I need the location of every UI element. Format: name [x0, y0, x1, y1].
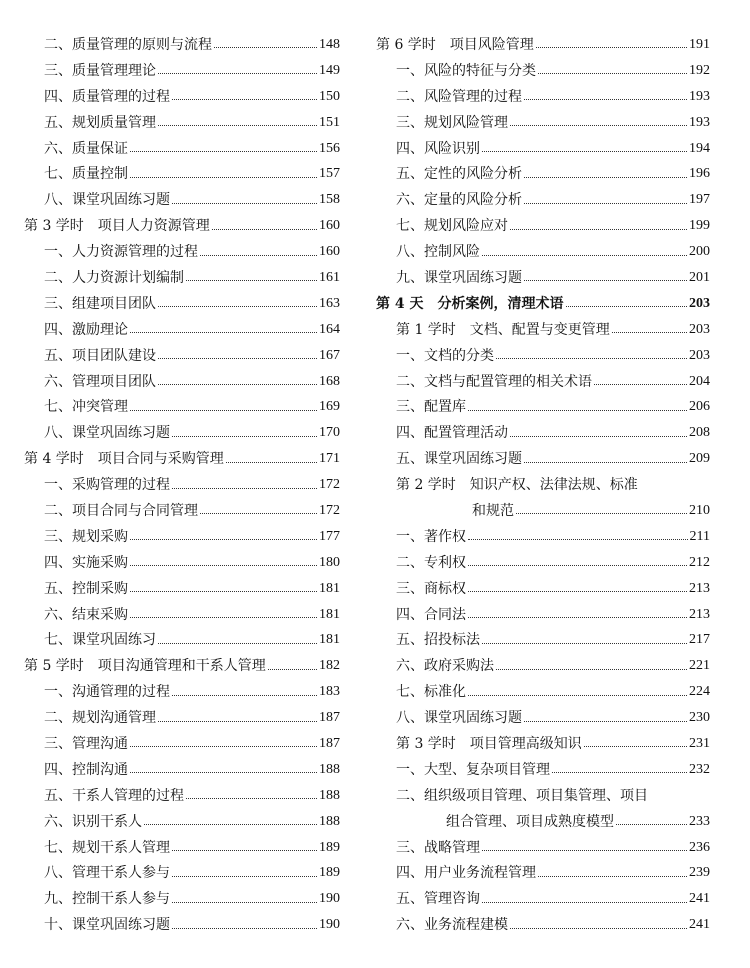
toc-entry-label: 九、课堂巩固练习题 — [396, 269, 522, 286]
toc-page-number: 232 — [689, 761, 710, 777]
toc-leader-dots — [130, 565, 317, 566]
toc-entry-label: 八、课堂巩固练习题 — [44, 192, 170, 209]
toc-page-number: 177 — [319, 528, 340, 544]
toc-entry-label: 三、组建项目团队 — [44, 295, 156, 312]
toc-page-number: 241 — [689, 917, 710, 933]
toc-entry-label: 一、沟通管理的过程 — [44, 684, 170, 701]
toc-leader-dots — [566, 306, 688, 307]
toc-entry-label: 五、控制采购 — [44, 580, 128, 597]
toc-entry-label: 组合管理、项目成熟度模型 — [446, 813, 614, 830]
toc-subsection-entry[interactable] — [24, 861, 340, 887]
toc-page-number: 203 — [689, 295, 710, 311]
toc-entry-label: 二、项目合同与合同管理 — [44, 502, 198, 519]
toc-entry-label: 六、识别干系人 — [44, 813, 142, 830]
toc-leader-dots — [130, 539, 317, 540]
toc-page-number: 201 — [689, 269, 710, 285]
toc-entry-label: 二、人力资源计划编制 — [44, 269, 184, 286]
toc-subsection-entry[interactable] — [376, 213, 710, 239]
toc-subsection-entry[interactable] — [376, 420, 710, 446]
toc-subsection-entry[interactable] — [376, 161, 710, 187]
toc-subsection-entry[interactable] — [24, 161, 340, 187]
toc-entry-label: 五、课堂巩固练习题 — [396, 451, 522, 468]
toc-page-number: 180 — [319, 554, 340, 570]
toc-subsection-entry[interactable] — [24, 187, 340, 213]
toc-page-number: 160 — [319, 218, 340, 234]
toc-leader-dots — [496, 358, 687, 359]
toc-subsection-entry[interactable] — [376, 369, 710, 395]
toc-page-number: 164 — [319, 321, 340, 337]
toc-leader-dots — [510, 125, 687, 126]
toc-leader-dots — [158, 384, 317, 385]
toc-leader-dots — [158, 721, 317, 722]
toc-entry-label: 八、管理干系人参与 — [44, 865, 170, 882]
toc-leader-dots — [482, 643, 687, 644]
toc-page-number: 188 — [319, 813, 340, 829]
toc-subsection-entry[interactable] — [24, 343, 340, 369]
toc-entry-label: 第 3 学时 项目人力资源管理 — [24, 218, 210, 235]
toc-leader-dots — [144, 824, 317, 825]
toc-subsection-entry[interactable] — [24, 394, 340, 420]
toc-subsection-entry[interactable] — [376, 84, 710, 110]
toc-leader-dots — [268, 669, 317, 670]
toc-page-number: 239 — [689, 865, 710, 881]
toc-page-number: 233 — [689, 813, 710, 829]
toc-leader-dots — [212, 229, 317, 230]
toc-page-number: 167 — [319, 347, 340, 363]
toc-page-number: 190 — [319, 891, 340, 907]
toc-entry-label: 七、质量控制 — [44, 166, 128, 183]
toc-leader-dots — [130, 151, 317, 152]
toc-subsection-entry[interactable] — [376, 705, 710, 731]
toc-subsection-entry[interactable] — [376, 110, 710, 136]
toc-entry-label: 九、控制干系人参与 — [44, 891, 170, 908]
toc-subsection-entry[interactable] — [376, 446, 710, 472]
toc-page-number: 206 — [689, 399, 710, 415]
toc-subsection-entry[interactable] — [24, 705, 340, 731]
toc-leader-dots — [158, 125, 317, 126]
toc-entry-label: 三、质量管理理论 — [44, 62, 156, 79]
toc-subsection-entry[interactable] — [24, 835, 340, 861]
toc-leader-dots — [524, 721, 687, 722]
toc-leader-dots — [214, 47, 317, 48]
toc-leader-dots — [524, 280, 687, 281]
toc-page-number: 172 — [319, 502, 340, 518]
toc-subsection-entry[interactable] — [24, 550, 340, 576]
toc-leader-dots — [482, 151, 687, 152]
toc-subsection-entry[interactable] — [376, 861, 710, 887]
toc-page-number: 181 — [319, 606, 340, 622]
toc-entry-label: 七、规划干系人管理 — [44, 839, 170, 856]
toc-page-number: 183 — [319, 684, 340, 700]
toc-subsection-entry[interactable] — [376, 653, 710, 679]
toc-entry-continuation[interactable] — [376, 809, 710, 835]
toc-page-number: 157 — [319, 166, 340, 182]
toc-subsection-entry[interactable] — [24, 84, 340, 110]
toc-entry-label: 六、管理项目团队 — [44, 373, 156, 390]
toc-entry-label: 二、风险管理的过程 — [396, 88, 522, 105]
toc-subsection-entry[interactable] — [376, 783, 710, 809]
toc-page-number: 217 — [689, 632, 710, 648]
toc-leader-dots — [468, 695, 687, 696]
toc-entry-label: 四、质量管理的过程 — [44, 88, 170, 105]
toc-entry-label: 二、质量管理的原则与流程 — [44, 36, 212, 53]
toc-page-number: 196 — [689, 166, 710, 182]
toc-leader-dots — [130, 591, 317, 592]
toc-entry-label: 和规范 — [472, 502, 514, 519]
toc-entry-label: 二、专利权 — [396, 554, 466, 571]
toc-left-column — [24, 32, 340, 938]
toc-leader-dots — [172, 436, 317, 437]
toc-page-number: 189 — [319, 865, 340, 881]
toc-entry-label: 六、业务流程建模 — [396, 917, 508, 934]
toc-entry-label: 四、激励理论 — [44, 321, 128, 338]
toc-leader-dots — [158, 306, 317, 307]
toc-subsection-entry[interactable] — [376, 576, 710, 602]
toc-page-number: 172 — [319, 477, 340, 493]
toc-leader-dots — [172, 488, 317, 489]
toc-entry-label: 第 5 学时 项目沟通管理和干系人管理 — [24, 658, 266, 675]
toc-subsection-entry[interactable] — [24, 731, 340, 757]
toc-leader-dots — [552, 772, 687, 773]
toc-leader-dots — [158, 643, 317, 644]
toc-entry-continuation[interactable] — [376, 498, 710, 524]
toc-leader-dots — [172, 850, 317, 851]
toc-page-number: 193 — [689, 114, 710, 130]
toc-page-number: 212 — [689, 554, 710, 570]
toc-leader-dots — [496, 669, 687, 670]
toc-page-number: 193 — [689, 88, 710, 104]
toc-leader-dots — [524, 177, 687, 178]
toc-entry-label: 第 4 学时 项目合同与采购管理 — [24, 451, 224, 468]
toc-leader-dots — [612, 332, 687, 333]
toc-page-number: 221 — [689, 658, 710, 674]
toc-section-entry[interactable] — [376, 731, 710, 757]
toc-leader-dots — [130, 617, 317, 618]
toc-subsection-entry[interactable] — [24, 291, 340, 317]
toc-entry-label: 十、课堂巩固练习题 — [44, 917, 170, 934]
toc-day-entry[interactable] — [376, 291, 710, 317]
toc-page-number: 224 — [689, 684, 710, 700]
toc-entry-label: 五、定性的风险分析 — [396, 166, 522, 183]
toc-entry-label: 二、文档与配置管理的相关术语 — [396, 373, 592, 390]
toc-entry-label: 八、控制风险 — [396, 244, 480, 261]
toc-subsection-entry[interactable] — [24, 524, 340, 550]
toc-leader-dots — [172, 695, 317, 696]
toc-entry-label: 第 1 学时 文档、配置与变更管理 — [396, 321, 610, 338]
toc-entry-label: 八、课堂巩固练习题 — [44, 425, 170, 442]
toc-page-number: 187 — [319, 710, 340, 726]
toc-entry-label: 六、质量保证 — [44, 140, 128, 157]
toc-leader-dots — [584, 746, 687, 747]
toc-subsection-entry[interactable] — [24, 239, 340, 265]
toc-page-number: 168 — [319, 373, 340, 389]
toc-entry-label: 五、招投标法 — [396, 632, 480, 649]
toc-leader-dots — [130, 772, 317, 773]
toc-subsection-entry[interactable] — [376, 58, 710, 84]
toc-page-number: 156 — [319, 140, 340, 156]
toc-entry-label: 二、规划沟通管理 — [44, 710, 156, 727]
toc-leader-dots — [468, 591, 687, 592]
toc-entry-label: 四、实施采购 — [44, 554, 128, 571]
toc-subsection-entry[interactable] — [24, 576, 340, 602]
toc-subsection-entry[interactable] — [24, 32, 340, 58]
toc-entry-label: 一、风险的特征与分类 — [396, 62, 536, 79]
toc-subsection-entry[interactable] — [24, 886, 340, 912]
toc-subsection-entry[interactable] — [376, 239, 710, 265]
toc-entry-label: 第 4 天 分析案例，清理术语 — [376, 295, 564, 312]
toc-subsection-entry[interactable] — [376, 265, 710, 291]
toc-leader-dots — [516, 513, 687, 514]
toc-page-number: 203 — [689, 321, 710, 337]
toc-page-number: 189 — [319, 839, 340, 855]
toc-subsection-entry[interactable] — [376, 627, 710, 653]
toc-entry-label: 三、配置库 — [396, 399, 466, 416]
toc-entry-label: 四、控制沟通 — [44, 761, 128, 778]
toc-subsection-entry[interactable] — [24, 679, 340, 705]
toc-entry-label: 七、规划风险应对 — [396, 218, 508, 235]
toc-page-number: 171 — [319, 451, 340, 467]
toc-leader-dots — [130, 410, 317, 411]
toc-subsection-entry[interactable] — [24, 136, 340, 162]
toc-page-number: 150 — [319, 88, 340, 104]
toc-page-number: 188 — [319, 787, 340, 803]
toc-entry-label: 第 2 学时 知识产权、法律法规、标准 — [396, 477, 638, 494]
toc-subsection-entry[interactable] — [24, 110, 340, 136]
toc-page-number: 192 — [689, 62, 710, 78]
toc-subsection-entry[interactable] — [376, 343, 710, 369]
toc-leader-dots — [158, 73, 317, 74]
toc-leader-dots — [186, 798, 317, 799]
toc-page-number: 158 — [319, 192, 340, 208]
toc-page-number: 211 — [689, 528, 710, 544]
toc-leader-dots — [226, 462, 317, 463]
toc-entry-label: 三、规划采购 — [44, 528, 128, 545]
toc-entry-label: 第 3 学时 项目管理高级知识 — [396, 735, 582, 752]
toc-entry-label: 一、大型、复杂项目管理 — [396, 761, 550, 778]
toc-leader-dots — [536, 47, 687, 48]
toc-entry-label: 一、采购管理的过程 — [44, 477, 170, 494]
toc-leader-dots — [482, 850, 687, 851]
toc-leader-dots — [186, 280, 317, 281]
toc-subsection-entry[interactable] — [24, 58, 340, 84]
toc-page-number: 197 — [689, 192, 710, 208]
toc-leader-dots — [468, 617, 687, 618]
toc-page-number: 203 — [689, 347, 710, 363]
toc-entry-label: 一、文档的分类 — [396, 347, 494, 364]
toc-leader-dots — [510, 436, 687, 437]
toc-page-number: 188 — [319, 761, 340, 777]
toc-entry-label: 第 6 学时 项目风险管理 — [376, 36, 534, 53]
toc-subsection-entry[interactable] — [376, 524, 710, 550]
toc-page-number: 230 — [689, 710, 710, 726]
toc-page-number: 194 — [689, 140, 710, 156]
toc-entry-label: 三、规划风险管理 — [396, 114, 508, 131]
toc-subsection-entry[interactable] — [24, 783, 340, 809]
toc-entry-label: 八、课堂巩固练习题 — [396, 710, 522, 727]
toc-entry-label: 五、项目团队建设 — [44, 347, 156, 364]
toc-page-number: 209 — [689, 451, 710, 467]
toc-page-number: 181 — [319, 632, 340, 648]
toc-subsection-entry[interactable] — [24, 627, 340, 653]
toc-subsection-entry[interactable] — [376, 187, 710, 213]
toc-entry-label: 一、人力资源管理的过程 — [44, 244, 198, 261]
toc-page-number: 208 — [689, 425, 710, 441]
toc-subsection-entry[interactable] — [376, 394, 710, 420]
toc-page-number: 241 — [689, 891, 710, 907]
toc-leader-dots — [538, 876, 687, 877]
toc-subsection-entry[interactable] — [24, 498, 340, 524]
toc-page-number: 210 — [689, 502, 710, 518]
toc-entry-label: 一、著作权 — [396, 528, 466, 545]
toc-leader-dots — [510, 229, 687, 230]
toc-leader-dots — [482, 902, 687, 903]
toc-page-number: 170 — [319, 425, 340, 441]
toc-entry-label: 四、用户业务流程管理 — [396, 865, 536, 882]
toc-page-number: 213 — [689, 580, 710, 596]
toc-page-number: 200 — [689, 244, 710, 260]
toc-subsection-entry[interactable] — [376, 912, 710, 938]
toc-leader-dots — [172, 876, 317, 877]
toc-subsection-entry[interactable] — [376, 757, 710, 783]
toc-leader-dots — [172, 902, 317, 903]
toc-section-entry[interactable] — [24, 653, 340, 679]
toc-entry-label: 二、组织级项目管理、项目集管理、项目 — [396, 787, 648, 804]
toc-subsection-entry[interactable] — [24, 809, 340, 835]
toc-entry-label: 五、管理咨询 — [396, 891, 480, 908]
toc-subsection-entry[interactable] — [376, 835, 710, 861]
toc-leader-dots — [616, 824, 687, 825]
toc-subsection-entry[interactable] — [376, 550, 710, 576]
toc-subsection-entry[interactable] — [24, 472, 340, 498]
toc-leader-dots — [538, 73, 687, 74]
toc-subsection-entry[interactable] — [24, 420, 340, 446]
toc-entry-label: 六、结束采购 — [44, 606, 128, 623]
toc-page-number: 163 — [319, 295, 340, 311]
toc-leader-dots — [468, 410, 687, 411]
toc-subsection-entry[interactable] — [376, 136, 710, 162]
toc-entry-label: 四、合同法 — [396, 606, 466, 623]
toc-subsection-entry[interactable] — [376, 886, 710, 912]
toc-leader-dots — [468, 565, 687, 566]
toc-leader-dots — [510, 928, 687, 929]
toc-subsection-entry[interactable] — [24, 369, 340, 395]
toc-entry-label: 七、冲突管理 — [44, 399, 128, 416]
toc-section-entry[interactable] — [376, 317, 710, 343]
toc-leader-dots — [200, 255, 317, 256]
toc-entry-label: 六、定量的风险分析 — [396, 192, 522, 209]
toc-subsection-entry[interactable] — [24, 912, 340, 938]
toc-entry-label: 五、干系人管理的过程 — [44, 787, 184, 804]
toc-leader-dots — [468, 539, 688, 540]
toc-leader-dots — [594, 384, 687, 385]
toc-page-number: 204 — [689, 373, 710, 389]
toc-leader-dots — [172, 203, 317, 204]
toc-page-number: 190 — [319, 917, 340, 933]
toc-entry-label: 七、课堂巩固练习 — [44, 632, 156, 649]
toc-entry-label: 四、风险识别 — [396, 140, 480, 157]
toc-section-entry[interactable] — [376, 472, 710, 498]
toc-page-number: 151 — [319, 114, 340, 130]
toc-section-entry[interactable] — [24, 213, 340, 239]
toc-entry-label: 三、战略管理 — [396, 839, 480, 856]
toc-subsection-entry[interactable] — [376, 679, 710, 705]
toc-right-column — [376, 32, 710, 938]
toc-section-entry[interactable] — [376, 32, 710, 58]
toc-subsection-entry[interactable] — [24, 757, 340, 783]
toc-entry-label: 六、政府采购法 — [396, 658, 494, 675]
toc-leader-dots — [172, 99, 317, 100]
toc-leader-dots — [524, 462, 687, 463]
toc-page-number: 148 — [319, 36, 340, 52]
toc-page-number: 236 — [689, 839, 710, 855]
toc-page-number: 149 — [319, 62, 340, 78]
toc-subsection-entry[interactable] — [24, 317, 340, 343]
toc-page-number: 161 — [319, 269, 340, 285]
toc-leader-dots — [130, 177, 317, 178]
toc-entry-label: 三、商标权 — [396, 580, 466, 597]
toc-entry-label: 七、标准化 — [396, 684, 466, 701]
toc-leader-dots — [172, 928, 317, 929]
toc-entry-label: 三、管理沟通 — [44, 735, 128, 752]
toc-leader-dots — [524, 203, 687, 204]
toc-entry-label: 五、规划质量管理 — [44, 114, 156, 131]
toc-leader-dots — [524, 99, 687, 100]
toc-subsection-entry[interactable] — [24, 602, 340, 628]
toc-section-entry[interactable] — [24, 446, 340, 472]
toc-subsection-entry[interactable] — [24, 265, 340, 291]
toc-entry-label: 四、配置管理活动 — [396, 425, 508, 442]
toc-subsection-entry[interactable] — [376, 602, 710, 628]
toc-page-number: 181 — [319, 580, 340, 596]
toc-leader-dots — [482, 255, 687, 256]
toc-leader-dots — [130, 746, 317, 747]
toc-page-number: 199 — [689, 218, 710, 234]
toc-page-number: 182 — [319, 658, 340, 674]
toc-page-number: 231 — [689, 735, 710, 751]
toc-page-number: 191 — [689, 36, 710, 52]
toc-leader-dots — [200, 513, 317, 514]
toc-page-number: 213 — [689, 606, 710, 622]
toc-leader-dots — [130, 332, 317, 333]
toc-leader-dots — [158, 358, 317, 359]
toc-page-number: 187 — [319, 735, 340, 751]
toc-page-number: 169 — [319, 399, 340, 415]
toc-page-number: 160 — [319, 244, 340, 260]
